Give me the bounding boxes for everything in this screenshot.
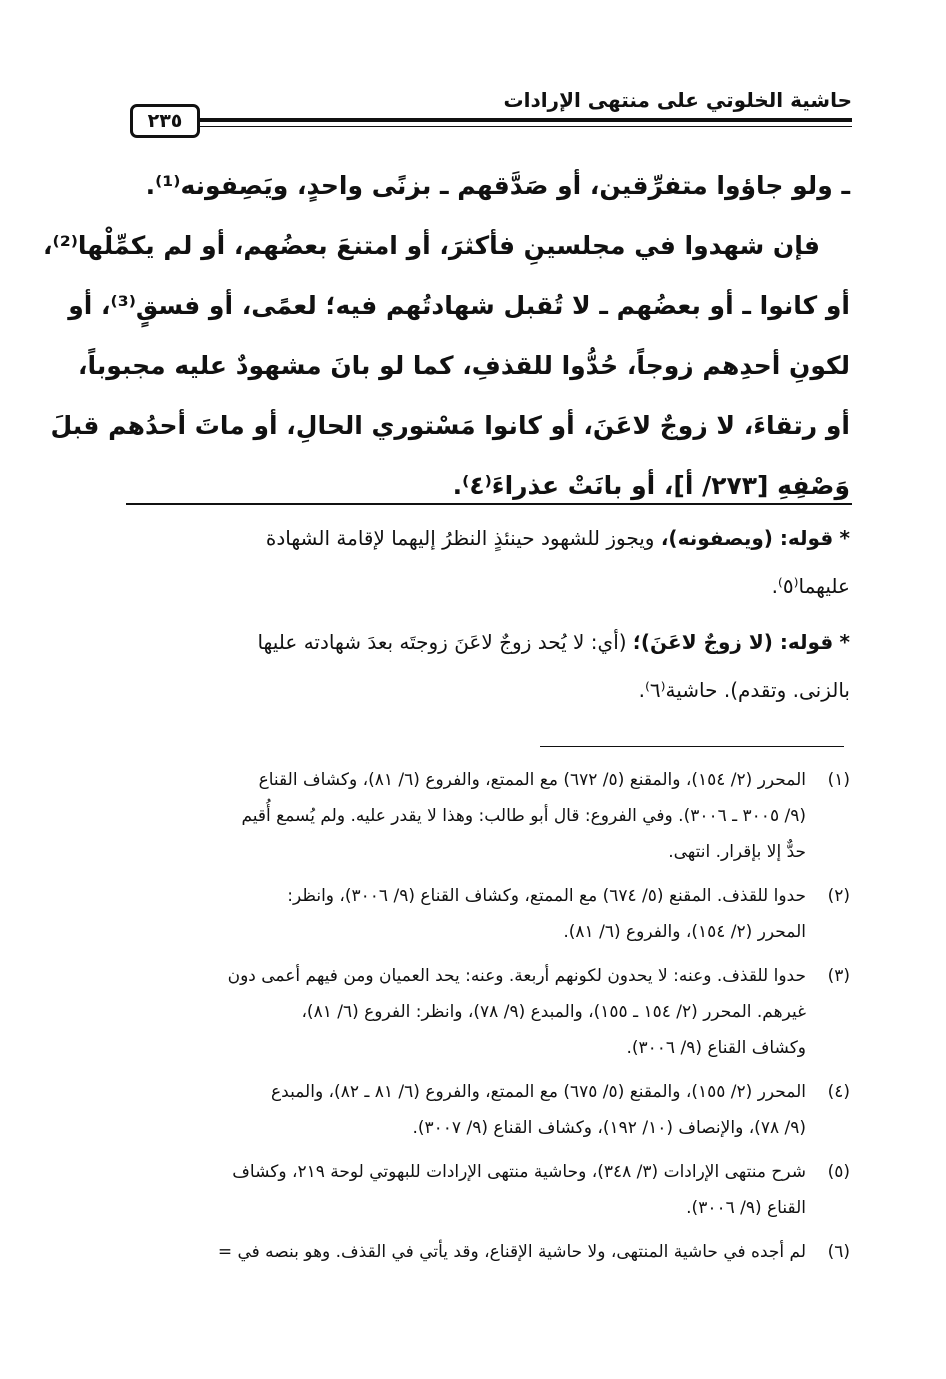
footnote-line: المحرر (٢/ ١٥٤)، والمقنع (٥/ ٦٧٢) مع الممتع، والفروع (٦/ ٨١)، وكشاف القناع: [258, 770, 806, 790]
footnote-number: (٤): [827, 1082, 850, 1102]
commentary-lemma: قوله: (ويصفونه)،: [660, 526, 834, 550]
footnote: [126, 762, 850, 870]
footnote-line: غيرهم. المحرر (٢/ ١٥٤ ـ ١٥٥)، والمبدع (٩/ ٧٨)، وانظر: الفروع (٦/ ٨١)،: [301, 1002, 806, 1022]
page-header: [126, 78, 852, 130]
commentary-line: بالزنى. وتقدم). حاشية⁽٦⁾.: [638, 678, 850, 702]
footnote-line: (٩/ ٣٠٠٥ ـ ٣٠٠٦). وفي الفروع: قال أبو طالب: وهذا لا يقدر عليه. ولم يُسمع أُقيم: [241, 806, 806, 826]
footnote-line: المحرر (٢/ ١٥٥)، والمقنع (٥/ ٦٧٥) مع الممتع، والفروع (٦/ ٨١ ـ ٨٢)، والمبدع: [271, 1082, 806, 1102]
footnote-line: المحرر (٢/ ١٥٤)، والفروع (٦/ ٨١).: [563, 922, 806, 942]
footnote-number: (٥): [827, 1162, 850, 1182]
commentary-lemma: قوله: (لا زوجٌ لاعَنَ)؛: [632, 630, 834, 654]
running-title: حاشية الخلوتي على منتهى الإرادات: [503, 88, 852, 112]
main-text-line: لكونِ أحدِهم زوجاً، حُدُّوا للقذفِ، كما لو بانَ مشهودٌ عليه مجبوباً،: [78, 351, 850, 380]
footnote-line: (٩/ ٧٨)، والإنصاف (١٠/ ١٩٢)، وكشاف القناع (٩/ ٣٠٠٧).: [412, 1118, 806, 1138]
main-text-line: فإن شهدوا في مجلسينِ فأكثرَ، أو امتنعَ بعضُهم، أو لم يكمِّلْها⁽²⁾،: [43, 231, 820, 260]
footnote-line: القناع (٩/ ٣٠٠٦).: [686, 1198, 806, 1218]
star-marker: *: [839, 630, 850, 654]
header-rule: [200, 118, 852, 122]
commentary-line: عليهما⁽٥⁾.: [771, 574, 850, 598]
main-text-line: أو كانوا ـ أو بعضُهم ـ لا تُقبل شهادتُهم فيه؛ لعمًى، أو فسقٍ⁽³⁾، أو: [68, 291, 850, 320]
commentary-line: [126, 622, 850, 670]
footnote-divider: [540, 746, 844, 747]
text-commentary-divider: [126, 503, 852, 505]
footnote-line: حدوا للقذف. وعنه: لا يحدون لكونهم أربعة. وعنه: يحد العميان ومن فيهم أعمى دون: [227, 966, 806, 986]
footnote-line: حدٌّ إلا بإقرار. انتهى.: [668, 842, 806, 862]
commentary-text: (أي: لا يُحد زوجٌ لاعَنَ زوجتَه بعدَ شهادته عليها: [257, 630, 627, 654]
footnote-number: (٢): [827, 886, 850, 906]
main-text-line: أو رتقاءَ، لا زوجٌ لاعَنَ، أو كانوا مَسْتوري الحالِ، أو ماتَ أحدُهم قبلَ: [50, 411, 850, 440]
commentary-text: ويجوز للشهود حينئذٍ النظرُ إليهما لإقامة الشهادة: [265, 526, 655, 550]
header-rule-thin: [200, 126, 852, 127]
main-text-line: ـ ولو جاؤوا متفرِّقين، أو صَدَّقهم ـ بزنًى واحدٍ، ويَصِفونه⁽¹⁾.: [145, 171, 850, 200]
main-text: [43, 160, 850, 520]
footnote-line: شرح منتهى الإرادات (٣/ ٣٤٨)، وحاشية منتهى الإرادات للبهوتي لوحة ٢١٩، وكشاف: [232, 1162, 806, 1182]
footnote-line: لم أجده في حاشية المنتهى، ولا حاشية الإقناع، وقد يأتي في القذف. وهو بنصه في =: [217, 1242, 806, 1262]
footnote-number: (١): [827, 770, 850, 790]
commentary-entry: [126, 622, 850, 718]
footnote: [126, 878, 850, 950]
footnote: [126, 958, 850, 1066]
footnote: [126, 1074, 850, 1146]
footnote-number: (٦): [827, 1242, 850, 1262]
footnotes: [126, 762, 850, 1278]
footnote-number: (٣): [827, 966, 850, 986]
footnote-line: حدوا للقذف. المقنع (٥/ ٦٧٤) مع الممتع، وكشاف القناع (٩/ ٣٠٠٦)، وانظر:: [287, 886, 806, 906]
footnote: [126, 1154, 850, 1226]
footnote: [126, 1234, 850, 1270]
star-marker: *: [839, 526, 850, 550]
footnote-line: وكشاف القناع (٩/ ٣٠٠٦).: [626, 1038, 806, 1058]
page-number-box: ٢٣٥: [130, 104, 200, 138]
commentary-line: [126, 518, 850, 566]
commentary-entry: [126, 518, 850, 614]
main-text-line: وَصْفِهِ [٢٧٣/ أ]، أو بانَتْ عذراءَ⁽٤⁾.: [452, 471, 850, 500]
